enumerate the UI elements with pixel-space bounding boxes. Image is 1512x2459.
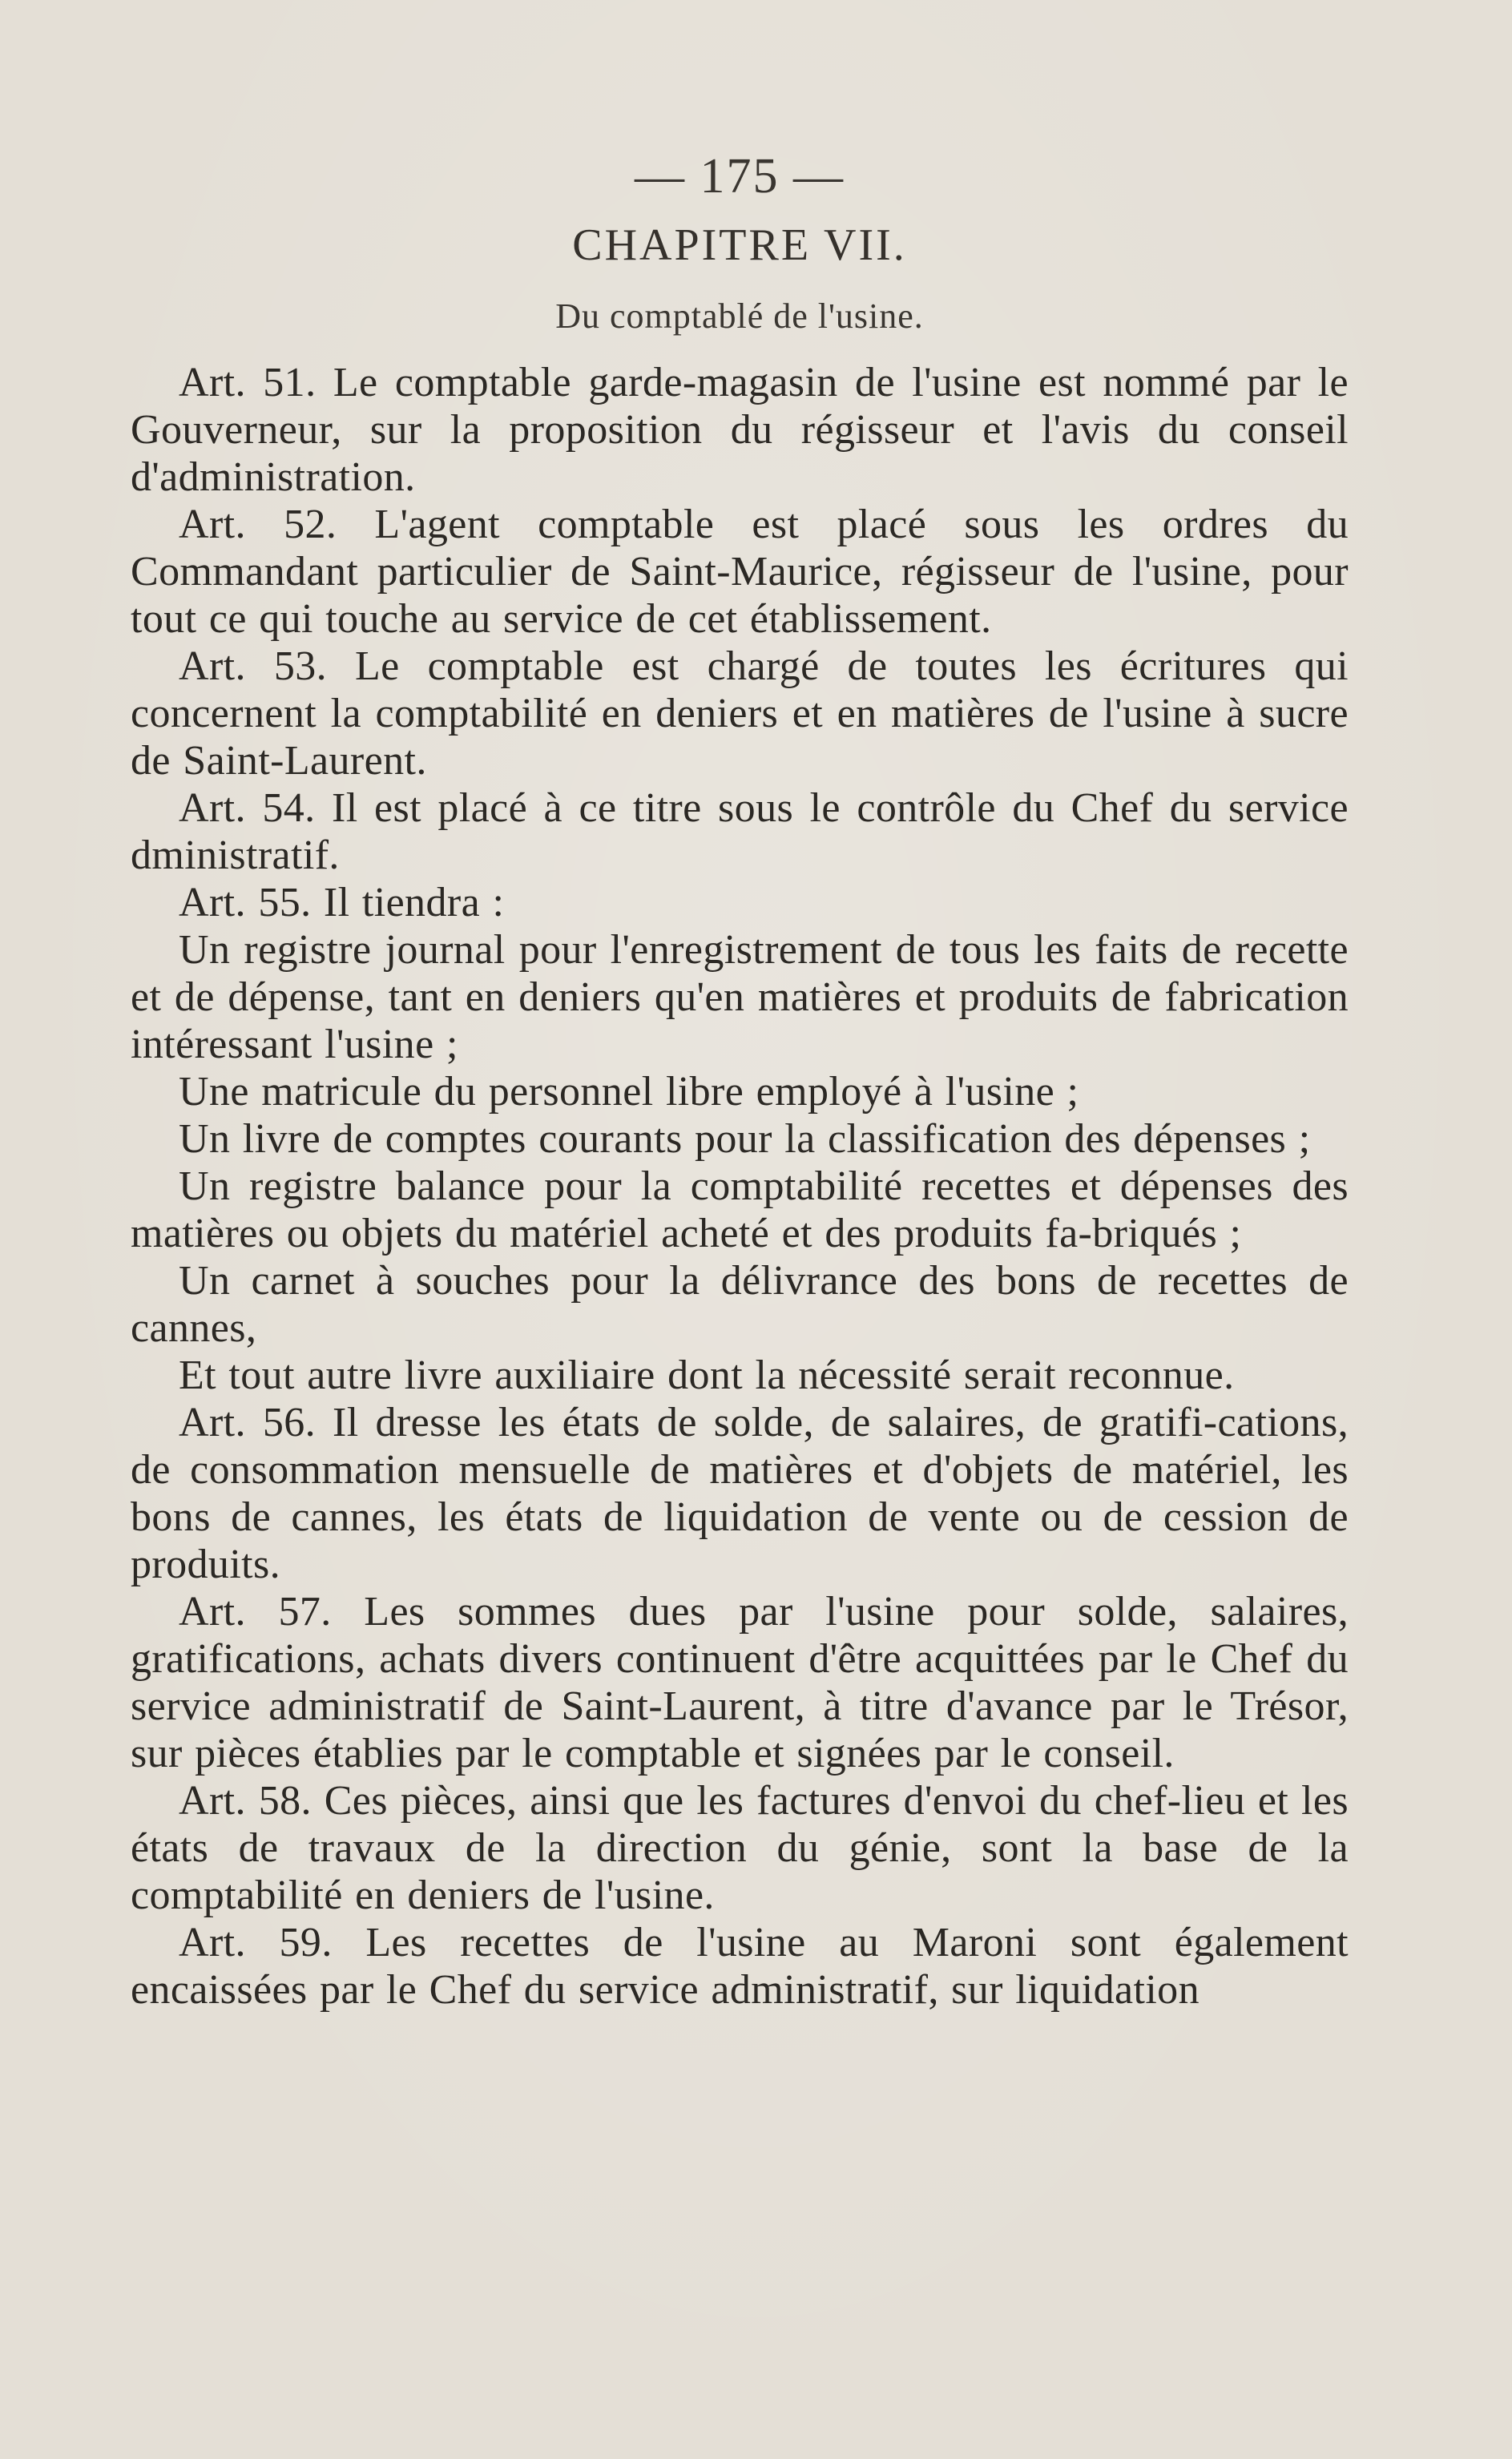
page-number: — 175 —: [635, 149, 845, 204]
article-58: Art. 58. Ces pièces, ainsi que les factures d'envoi du chef-lieu et les états de travaux de la direction du génie, sont la base de la comptabilité en deniers de l'usine.: [131, 1778, 1349, 1918]
chapter-title: CHAPITRE VII.: [572, 220, 907, 270]
section-subtitle: Du comptablé de l'usine.: [555, 296, 924, 336]
list-item-matricule: Une matricule du personnel libre employé à l'usine ;: [179, 1069, 1079, 1115]
article-51: Art. 51. Le comptable garde-magasin de l'usine est nommé par le Gouverneur, sur la proposition du régisseur et l'avis du conseil d'administration.: [131, 360, 1349, 500]
list-item-livre-auxiliaire: Et tout autre livre auxiliaire dont la nécessité serait reconnue.: [179, 1352, 1235, 1398]
article-54: Art. 54. Il est placé à ce titre sous le contrôle du Chef du service dministratif.: [131, 785, 1349, 878]
list-item-comptes-courants: Un livre de comptes courants pour la classification des dépenses ;: [179, 1116, 1311, 1162]
article-53: Art. 53. Le comptable est chargé de toutes les écritures qui concernent la comptabilité en deniers et en matières de l'usine à sucre de Saint-Laurent.: [131, 643, 1349, 784]
article-56: Art. 56. Il dresse les états de solde, de salaires, de gratifi-cations, de consommation mensuelle de matières et d'objets de matériel, les bons de cannes, les états de liquidation de vente ou de cession de produits.: [131, 1400, 1349, 1587]
article-52: Art. 52. L'agent comptable est placé sous les ordres du Commandant particulier de Saint-Maurice, régisseur de l'usine, pour tout ce qui touche au service de cet établissement.: [131, 502, 1349, 642]
article-55: Art. 55. Il tiendra :: [179, 880, 505, 925]
article-57: Art. 57. Les sommes dues par l'usine pour solde, salaires, gratifications, achats divers continuent d'être acquittées par le Chef du service administratif de Saint-Laurent, à titre d'avance par le Trésor, sur pièces établies par le comptable et signées par le conseil.: [131, 1589, 1349, 1776]
list-item-registre-journal: Un registre journal pour l'enregistrement de tous les faits de recette et de dépense, tant en deniers qu'en matières et produits de fabrication intéressant l'usine ;: [131, 927, 1349, 1067]
article-59: Art. 59. Les recettes de l'usine au Maroni sont également encaissées par le Chef du service administratif, sur liquidation: [131, 1920, 1349, 2013]
list-item-carnet-souches: Un carnet à souches pour la délivrance des bons de recettes de cannes,: [131, 1258, 1349, 1351]
list-item-registre-balance: Un registre balance pour la comptabilité recettes et dépenses des matières ou objets du matériel acheté et des produits fa-briqués ;: [131, 1163, 1349, 1256]
document-page: [131, 144, 1349, 2014]
